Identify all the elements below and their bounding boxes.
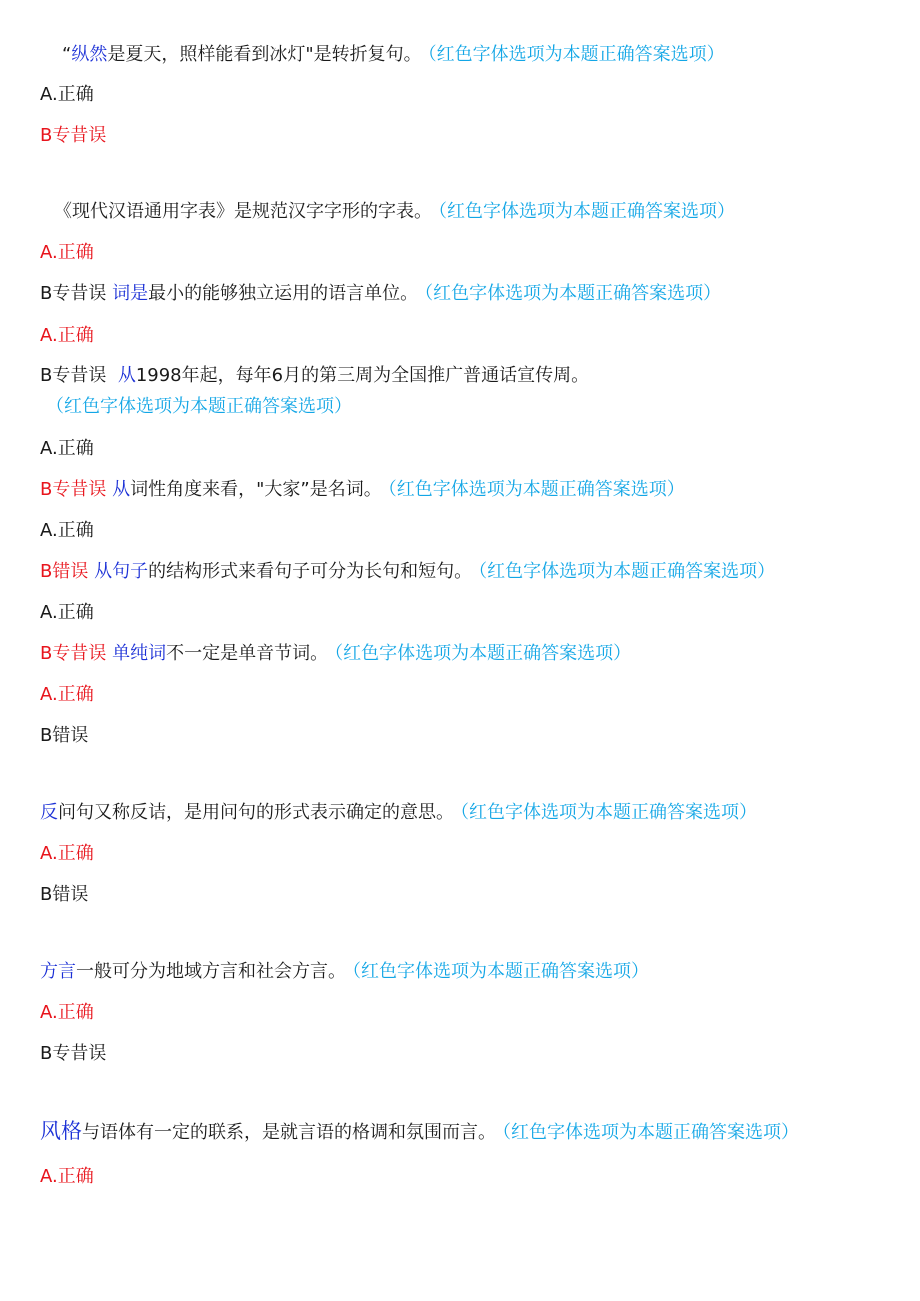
- answer-hint: （红色字体选项为本题正确答案选项）: [460, 802, 757, 823]
- question-lead: 词是: [112, 283, 149, 304]
- option-a: A.正确: [40, 684, 94, 705]
- question-text: 《现代汉语通用字表》是规范汉字字形的字表。: [54, 201, 432, 222]
- question-2: [54, 196, 884, 227]
- question-text: 1998年起，每年6月的第三周为全国推广普通话宣传周。: [135, 365, 590, 386]
- answer-hint: （红色字体选项为本题正确答案选项）: [478, 561, 776, 582]
- question-text: 与语体有一定的联系，是就言语的格调和氛围而言。: [82, 1122, 496, 1143]
- question-text: 词性角度来看，"大家”是名词。: [130, 479, 382, 500]
- answer-hint: （红色字体选项为本题正确答案选项）: [502, 1122, 799, 1143]
- option-b: B专昔误: [40, 283, 107, 304]
- option-b: B专昔误: [40, 365, 107, 386]
- question-9: [40, 956, 884, 987]
- question-1: [62, 39, 884, 70]
- option-a: A.正确: [40, 84, 94, 105]
- question-10: [40, 1116, 884, 1148]
- question-lead: 反: [40, 802, 58, 823]
- option-b: B错误: [40, 884, 89, 905]
- question-text: 问句又称反诘，是用问句的形式表示确定的意思。: [58, 802, 454, 823]
- option-b: B专昔误: [40, 1043, 107, 1064]
- answer-hint: （红色字体选项为本题正确答案选项）: [424, 283, 722, 304]
- question-lead: 纵然: [71, 44, 108, 65]
- answer-hint: （红色字体选项为本题正确答案选项）: [387, 479, 685, 500]
- option-a: A.正确: [40, 1002, 94, 1023]
- answer-hint: （红色字体选项为本题正确答案选项）: [427, 44, 725, 65]
- option-a: A.正确: [40, 325, 94, 346]
- question-3: [40, 278, 884, 309]
- question-text: 是夏天，照样能看到冰灯"是转折复句。: [107, 44, 422, 65]
- option-a: A.正确: [40, 242, 94, 263]
- option-a: A.正确: [40, 602, 94, 623]
- question-lead: 单纯词: [112, 643, 167, 664]
- answer-hint: （红色字体选项为本题正确答案选项）: [438, 201, 735, 222]
- option-b: B错误: [40, 561, 89, 582]
- question-text: 最小的能够独立运用的语言单位。: [148, 283, 419, 304]
- answer-hint: （红色字体选项为本题正确答案选项）: [334, 643, 632, 664]
- question-5: [40, 474, 884, 505]
- question-lead: 从句子: [94, 561, 149, 582]
- question-text: 一般可分为地域方言和社会方言。: [76, 961, 346, 982]
- option-b: B专昔误: [40, 643, 107, 664]
- question-4: [40, 360, 884, 422]
- option-a: A.正确: [40, 520, 94, 541]
- question-lead: 风格: [40, 1119, 82, 1143]
- option-a: A.正确: [40, 843, 94, 864]
- option-a: A.正确: [40, 438, 94, 459]
- question-lead: 从: [112, 479, 131, 500]
- answer-hint: （红色字体选项为本题正确答案选项）: [352, 961, 649, 982]
- question-lead: 从: [117, 365, 136, 386]
- question-lead: 方言: [40, 961, 76, 982]
- question-text: 的结构形式来看句子可分为长句和短句。: [148, 561, 473, 582]
- answer-hint: （红色字体选项为本题正确答案选项）: [46, 396, 352, 417]
- open-quote: “: [62, 44, 72, 65]
- question-6: [40, 556, 884, 587]
- option-b: B错误: [40, 725, 89, 746]
- option-b: B专昔误: [40, 125, 107, 146]
- question-7: [40, 638, 884, 669]
- question-8: [40, 797, 884, 828]
- question-text: 不一定是单音节词。: [166, 643, 329, 664]
- option-b: B专昔误: [40, 479, 107, 500]
- option-a: A.正确: [40, 1166, 94, 1187]
